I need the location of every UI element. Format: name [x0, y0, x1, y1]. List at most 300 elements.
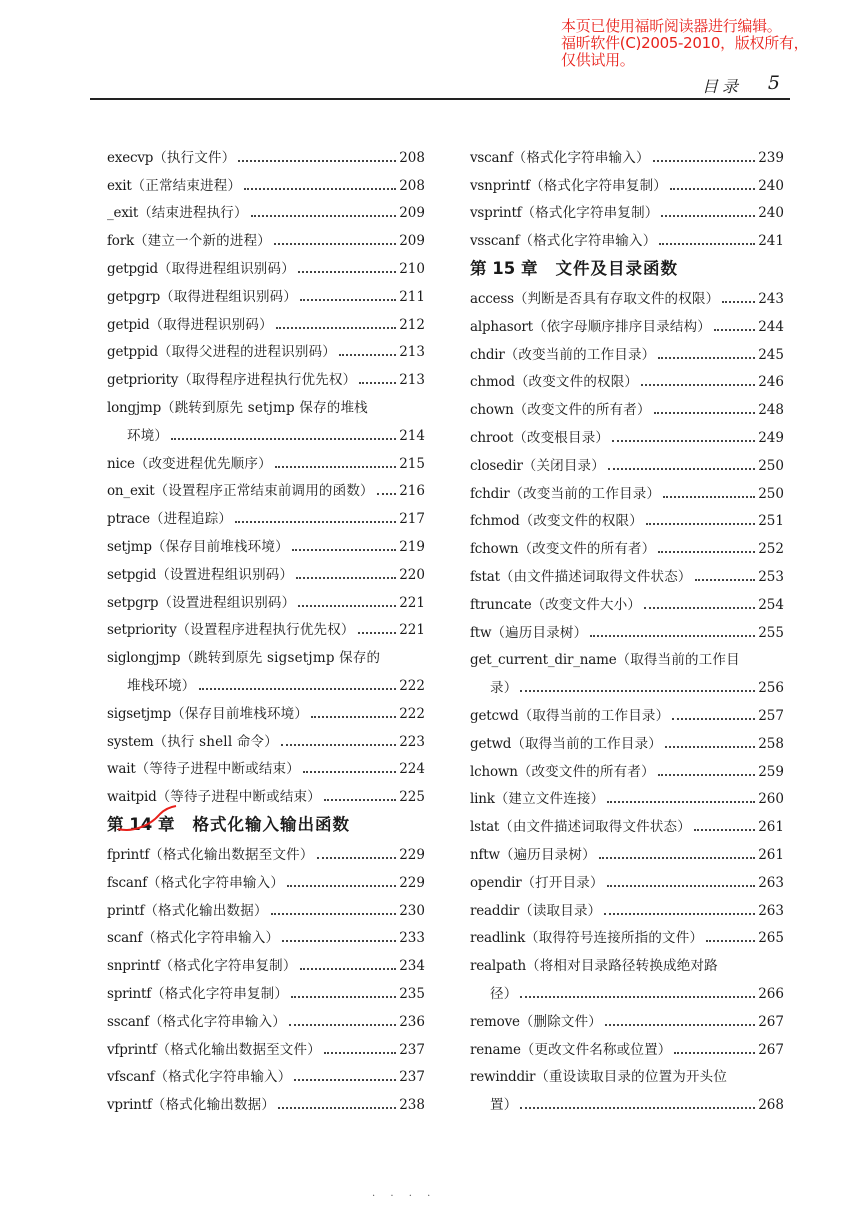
toc-entry: [107, 360, 425, 388]
function-description: （由文件描述词取得文件状态）: [499, 568, 692, 585]
entry-text: [470, 370, 638, 390]
entry-text: [107, 174, 241, 194]
function-description: 径）: [490, 985, 518, 1002]
toc-entry: [107, 277, 425, 305]
entry-text: [470, 843, 596, 863]
page-number: 5: [767, 72, 780, 94]
toc-entry: [107, 1002, 425, 1030]
function-description: （执行 shell 命令）: [153, 733, 278, 750]
function-name: getpgrp: [107, 288, 161, 305]
dot-leader: [251, 215, 397, 217]
entry-text: [470, 815, 691, 835]
page-reference: 250: [758, 457, 784, 474]
entry-text: [107, 926, 279, 946]
toc-entry: [470, 221, 784, 249]
function-description: （跳转到原先 sigsetjmp 保存的: [180, 650, 381, 667]
entry-text: [107, 479, 374, 499]
function-description: （保存目前堆栈环境）: [171, 705, 309, 722]
dot-leader: [520, 690, 755, 692]
toc-entry: [470, 807, 784, 835]
function-name: nice: [107, 455, 135, 472]
page-reference: 261: [758, 846, 784, 863]
toc-entry: [107, 1058, 425, 1086]
function-name: access: [470, 290, 514, 307]
function-description: （正常结束进程）: [131, 177, 242, 194]
function-name: getppid: [107, 344, 158, 361]
function-name: waitpid: [107, 789, 157, 806]
function-name: vprintf: [107, 1097, 152, 1114]
page-reference: 217: [399, 511, 425, 528]
dot-leader: [604, 913, 755, 915]
page-reference: 210: [399, 260, 425, 277]
function-description: （取得当前的工作目: [616, 652, 740, 669]
function-name: getcwd: [470, 707, 519, 724]
toc-entry: [107, 583, 425, 611]
function-description: （改变文件的权限）: [519, 513, 643, 530]
page-reference: 234: [399, 958, 425, 975]
entry-text: [107, 1065, 291, 1085]
toc-entry: [107, 527, 425, 555]
function-name: fstat: [470, 568, 500, 585]
entry-text: [107, 368, 356, 388]
toc-entry: [470, 863, 784, 891]
page-reference: 249: [758, 429, 784, 446]
toc-entry: [470, 891, 784, 919]
function-description: （取得进程组识别码）: [160, 288, 298, 305]
function-name: printf: [107, 902, 145, 919]
function-description: （由文件描述词取得文件状态）: [499, 819, 691, 836]
entry-text: [470, 621, 587, 641]
function-name: sigsetjmp: [107, 705, 172, 722]
function-name: link: [470, 791, 495, 808]
entry-text: [470, 146, 650, 166]
function-description: （格式化字符串输入）: [154, 1069, 292, 1086]
entry-text: [470, 509, 643, 529]
toc-right-column: [470, 138, 784, 1113]
page-reference: 251: [758, 513, 784, 530]
dot-leader: [520, 1107, 755, 1109]
page-reference: 211: [399, 288, 425, 305]
toc-entry: [107, 777, 425, 805]
toc-entry: [107, 166, 425, 194]
entry-text: [107, 702, 308, 722]
entry-text: [107, 871, 284, 891]
function-name: fork: [107, 233, 134, 250]
entry-text: [107, 229, 271, 249]
function-description: （改变文件的所有者）: [518, 541, 656, 558]
toc-entry: [470, 138, 784, 166]
entry-text: [107, 899, 268, 919]
function-name: longjmp: [107, 399, 162, 416]
dot-leader: [238, 160, 396, 162]
function-description: （格式化字符串输入）: [512, 149, 650, 166]
function-description: （改变文件大小）: [531, 596, 642, 613]
function-description: （格式化字符串复制）: [151, 985, 289, 1002]
entry-text: [470, 426, 609, 446]
toc-entry: [107, 305, 425, 333]
dot-leader: [281, 744, 396, 746]
entry-text: [107, 591, 295, 611]
entry-text: [470, 648, 740, 668]
function-name: fchown: [470, 541, 519, 558]
toc-entry: [107, 444, 425, 472]
function-name: vsscanf: [470, 233, 520, 250]
dot-leader: [292, 549, 396, 551]
watermark-line-3: 仅供试用。: [561, 51, 635, 69]
page-reference: 261: [758, 819, 784, 836]
toc-entry: [107, 1085, 425, 1113]
function-description: （取得进程组识别码）: [157, 260, 295, 277]
function-description: （改变文件的权限）: [514, 374, 639, 391]
entry-text: [107, 843, 314, 863]
dot-leader: [276, 327, 396, 329]
dot-leader: [714, 329, 755, 331]
function-description: （结束进程执行）: [138, 205, 248, 222]
entry-text: [107, 757, 300, 777]
entry-text: [107, 982, 288, 1002]
page-reference: 240: [758, 205, 784, 222]
entry-text: [127, 424, 168, 444]
dot-leader: [658, 357, 755, 359]
entry-text: [107, 340, 336, 360]
page-reference: 230: [399, 902, 425, 919]
dot-leader: [694, 829, 755, 831]
entry-text: [490, 982, 517, 1002]
function-description: （格式化字符串输入）: [142, 930, 280, 947]
dot-leader: [670, 188, 755, 190]
entry-text: [127, 674, 196, 694]
entry-text: [107, 146, 235, 166]
page-reference: 263: [758, 874, 784, 891]
function-name: chroot: [470, 429, 514, 446]
dot-leader: [674, 1052, 755, 1054]
toc-entry: [470, 613, 784, 641]
page-reference: 209: [399, 205, 425, 222]
entry-text: [470, 732, 662, 752]
toc-entry: [107, 249, 425, 277]
entry-text: [470, 174, 667, 194]
toc-entry: [107, 333, 425, 361]
toc-entry: [470, 307, 784, 335]
function-description: （等待子进程中断或结束）: [135, 761, 300, 778]
toc-entry: [107, 555, 425, 583]
chapter-title: 格式化输入输出函数: [192, 815, 350, 835]
dot-leader: [646, 523, 755, 525]
function-description: （保存目前堆栈环境）: [151, 538, 289, 555]
entry-text: [107, 1038, 321, 1058]
toc-entry: [107, 891, 425, 919]
dot-leader: [653, 160, 756, 162]
toc-entry: [107, 194, 425, 222]
function-name: exit: [107, 177, 132, 194]
chapter-number: 第 14 章: [107, 815, 175, 835]
dot-leader: [244, 188, 396, 190]
entry-text: [490, 1093, 517, 1113]
trial-watermark: [561, 18, 861, 69]
function-description: （更改文件名称或位置）: [520, 1041, 672, 1058]
dot-leader: [659, 243, 755, 245]
toc-entry: [470, 446, 784, 474]
function-name: vsprintf: [470, 205, 522, 222]
toc-entry: [470, 668, 784, 696]
dot-leader: [171, 438, 396, 440]
function-description: （等待子进程中断或结束）: [156, 789, 321, 806]
function-description: （设置进程组识别码）: [156, 566, 294, 583]
function-description: 堆栈环境）: [127, 677, 196, 694]
dot-leader: [235, 521, 396, 523]
entry-text: [107, 257, 295, 277]
dot-leader: [608, 468, 755, 470]
dot-leader: [663, 496, 755, 498]
dot-leader: [658, 774, 755, 776]
function-name: fprintf: [107, 846, 150, 863]
dot-leader: [282, 940, 396, 942]
function-name: alphasort: [470, 318, 533, 335]
page-reference: 248: [758, 402, 784, 419]
page-reference: 213: [399, 344, 425, 361]
function-name: getpriority: [107, 372, 179, 389]
entry-text: [107, 201, 248, 221]
dot-leader: [607, 885, 756, 887]
function-description: （格式化字符串输入）: [148, 1013, 286, 1030]
function-name: scanf: [107, 930, 143, 947]
page-reference: 214: [399, 427, 425, 444]
toc-entry: [107, 919, 425, 947]
entry-text: [470, 593, 641, 613]
toc-entry: [470, 974, 784, 1002]
entry-text: [107, 1010, 286, 1030]
function-name: getpgid: [107, 260, 158, 277]
entry-text: [107, 285, 297, 305]
toc-entry: [470, 390, 784, 418]
page-reference: 240: [758, 177, 784, 194]
page-reference: 237: [399, 1041, 425, 1058]
dot-leader: [289, 1024, 396, 1026]
entry-text: [470, 229, 656, 249]
page-reference: 236: [399, 1013, 425, 1030]
toc-entry: [470, 279, 784, 307]
toc-entry: [107, 835, 425, 863]
dot-leader: [644, 607, 755, 609]
function-description: （将相对目录路径转换成绝对路: [526, 958, 718, 975]
function-name: readlink: [470, 930, 526, 947]
page-reference: 216: [399, 483, 425, 500]
toc-entry: [470, 724, 784, 752]
entry-text: [107, 646, 380, 666]
function-description: （格式化字符串复制）: [529, 177, 667, 194]
toc-left-column: [107, 138, 425, 1113]
toc-entry: [470, 946, 784, 974]
page-reference: 225: [399, 789, 425, 806]
entry-text: [107, 396, 368, 416]
function-description: （取得当前的工作目录）: [511, 735, 662, 752]
dot-leader: [300, 968, 397, 970]
toc-entry: [107, 221, 425, 249]
entry-text: [107, 452, 272, 472]
entry-text: [470, 760, 655, 780]
entry-text: [470, 454, 605, 474]
function-name: chdir: [470, 346, 505, 363]
entry-text: [470, 315, 711, 335]
chapter-heading: [470, 249, 784, 279]
function-name: _exit: [107, 205, 139, 222]
function-name: opendir: [470, 874, 522, 891]
function-description: （取得当前的工作目录）: [518, 707, 670, 724]
dot-leader: [275, 466, 396, 468]
page-reference: 237: [399, 1069, 425, 1086]
function-name: rename: [470, 1041, 521, 1058]
function-description: （格式化字符串输入）: [519, 233, 657, 250]
page-reference: 252: [758, 541, 784, 558]
dot-leader: [298, 271, 396, 273]
entry-text: [470, 201, 658, 221]
function-name: ftw: [470, 624, 492, 641]
dot-leader: [199, 688, 397, 690]
dot-leader: [339, 354, 396, 356]
function-name: system: [107, 733, 154, 750]
function-name: lstat: [470, 819, 500, 836]
dot-leader: [654, 412, 756, 414]
page-reference: 259: [758, 763, 784, 780]
dot-leader: [612, 440, 755, 442]
function-name: ftruncate: [470, 596, 532, 613]
entry-text: [107, 618, 355, 638]
page-reference: 222: [399, 705, 425, 722]
entry-text: [107, 535, 289, 555]
toc-entry: [470, 194, 784, 222]
entry-text: [107, 954, 297, 974]
page-reference: 253: [758, 568, 784, 585]
toc-entry: [107, 974, 425, 1002]
function-description: （判断是否具有存取文件的权限）: [513, 290, 720, 307]
page-reference: 244: [758, 318, 784, 335]
page-reference: 238: [399, 1097, 425, 1114]
watermark-line-2: 福昕软件(C)2005-2010，版权所有，: [561, 34, 809, 52]
toc-entry: [107, 388, 425, 416]
chapter-number: 第 15 章: [470, 259, 538, 279]
function-name: vscanf: [470, 149, 513, 166]
entry-text: [470, 537, 655, 557]
toc-entry: [470, 474, 784, 502]
toc-entry: [107, 722, 425, 750]
entry-text: [107, 730, 278, 750]
function-description: （格式化输出数据至文件）: [149, 846, 314, 863]
toc-entry: [107, 638, 425, 666]
entry-text: [470, 1038, 671, 1058]
toc-entry: [470, 502, 784, 530]
function-description: （读取目录）: [519, 902, 602, 919]
dot-leader: [296, 577, 396, 579]
page-reference: 212: [399, 316, 425, 333]
function-description: 环境）: [127, 427, 169, 444]
function-description: （遍历目录树）: [499, 846, 596, 863]
function-name: getwd: [470, 735, 512, 752]
toc-entry: [470, 363, 784, 391]
function-name: vfprintf: [107, 1041, 157, 1058]
toc-entry: [107, 666, 425, 694]
toc-entry: [470, 557, 784, 585]
entry-text: [470, 899, 601, 919]
dot-leader: [311, 716, 396, 718]
toc-entry: [107, 946, 425, 974]
toc-entry: [107, 694, 425, 722]
function-description: （格式化字符串复制）: [159, 958, 297, 975]
function-name: lchown: [470, 763, 518, 780]
dot-leader: [278, 1107, 396, 1109]
toc-entry: [107, 863, 425, 891]
dot-leader: [300, 299, 396, 301]
function-name: ptrace: [107, 511, 150, 528]
function-description: （取得符号连接所指的文件）: [525, 930, 704, 947]
page-reference: 257: [758, 707, 784, 724]
function-name: on_exit: [107, 483, 155, 500]
page-reference: 263: [758, 902, 784, 919]
toc-entry: [470, 696, 784, 724]
function-description: （建立一个新的进程）: [133, 233, 271, 250]
function-name: setpgrp: [107, 594, 159, 611]
page-reference: 258: [758, 735, 784, 752]
toc-entry: [470, 1030, 784, 1058]
page-reference: 208: [399, 177, 425, 194]
function-description: （改变根目录）: [513, 429, 610, 446]
toc-entry: [107, 611, 425, 639]
dot-leader: [706, 940, 755, 942]
page-reference: 223: [399, 733, 425, 750]
entry-text: [470, 954, 718, 974]
dot-leader: [358, 632, 397, 634]
toc-entry: [470, 641, 784, 669]
page-reference: 209: [399, 233, 425, 250]
page-footer-marks: . . . .: [372, 1188, 437, 1199]
toc-entry: [107, 499, 425, 527]
function-description: （依字母顺序排序目录结构）: [532, 318, 711, 335]
page-reference: 224: [399, 761, 425, 778]
dot-leader: [377, 493, 396, 495]
entry-text: [470, 287, 719, 307]
dot-leader: [605, 1024, 755, 1026]
chapter-title: 文件及目录函数: [555, 259, 678, 279]
toc-entry: [107, 472, 425, 500]
function-description: （关闭目录）: [522, 457, 605, 474]
entry-text: [470, 565, 692, 585]
page-reference: 250: [758, 485, 784, 502]
function-description: 录）: [490, 680, 518, 697]
function-name: setpriority: [107, 622, 177, 639]
function-name: sscanf: [107, 1013, 149, 1030]
dot-leader: [298, 605, 396, 607]
entry-text: [107, 507, 232, 527]
page-reference: 254: [758, 596, 784, 613]
dot-leader: [607, 801, 755, 803]
page-reference: 268: [758, 1097, 784, 1114]
page-reference: 221: [399, 594, 425, 611]
page-reference: 267: [758, 1013, 784, 1030]
toc-entry: [107, 138, 425, 166]
page-reference: 267: [758, 1041, 784, 1058]
function-description: （执行文件）: [153, 149, 236, 166]
toc-entry: [470, 529, 784, 557]
dot-leader: [271, 913, 397, 915]
function-name: realpath: [470, 958, 527, 975]
entry-text: [470, 482, 660, 502]
dot-leader: [274, 243, 396, 245]
page-reference: 241: [758, 233, 784, 250]
dot-leader: [287, 885, 396, 887]
entry-text: [470, 398, 651, 418]
function-name: closedir: [470, 457, 523, 474]
page-reference: 255: [758, 624, 784, 641]
function-description: （取得父进程的进程识别码）: [157, 344, 337, 361]
